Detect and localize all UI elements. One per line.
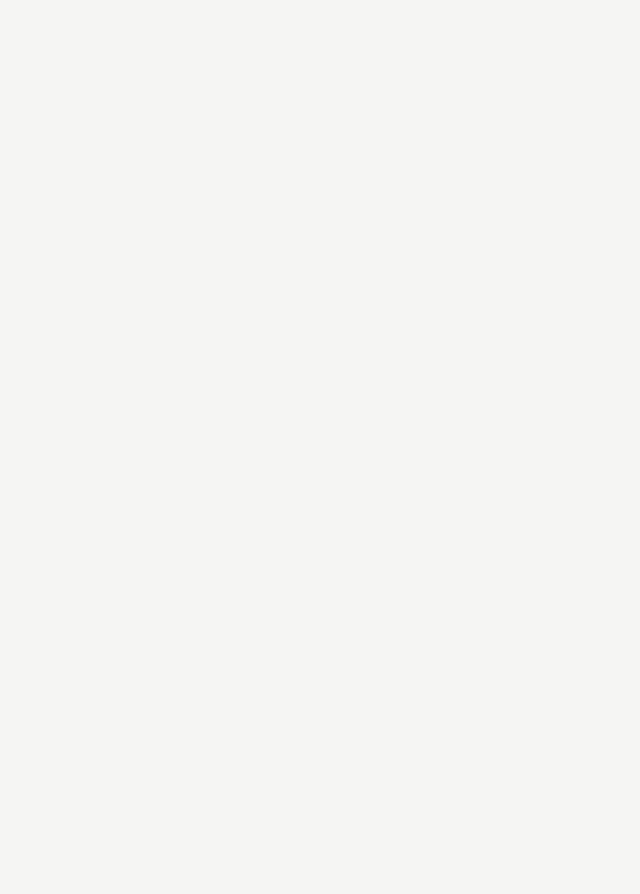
section-3 bbox=[36, 14, 610, 22]
